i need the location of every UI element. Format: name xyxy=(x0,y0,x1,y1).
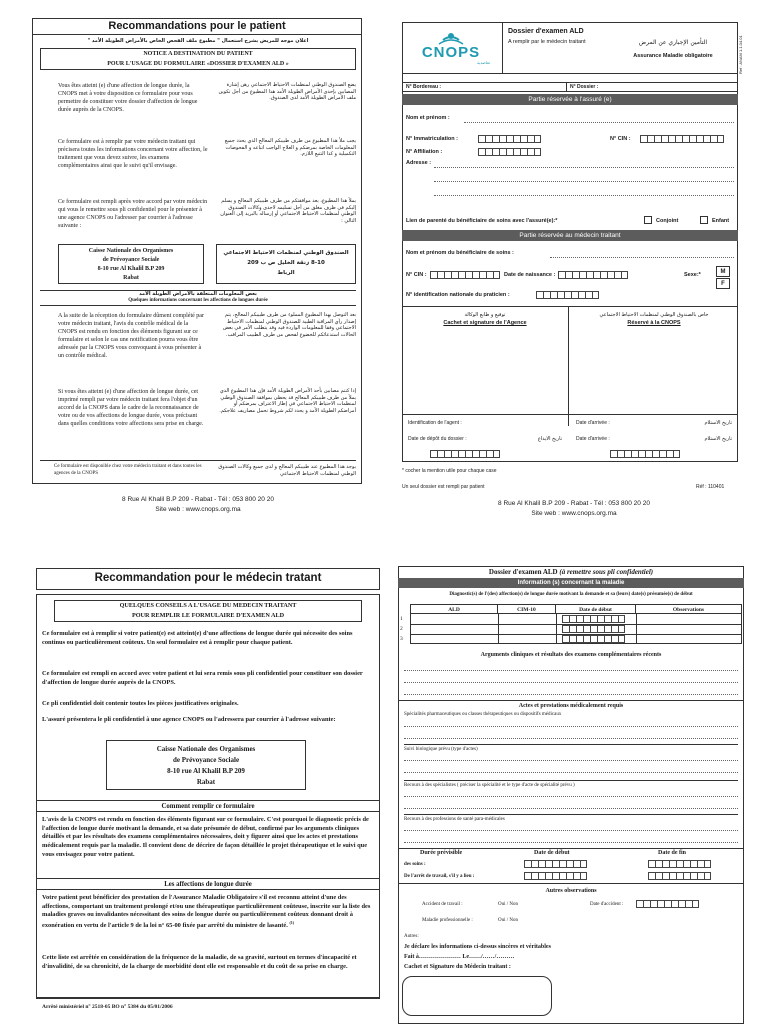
beneficiary-cin-field[interactable] xyxy=(430,271,500,279)
footer-address: 8 Rue Al Khalil B.P 209 - Rabat - Tél : 053 800 20 20 xyxy=(122,496,274,503)
dossier-label: N° Dossier : xyxy=(570,84,599,90)
beneficiary-cin-label: N° CIN : xyxy=(406,272,427,278)
bio-followup-line-2[interactable] xyxy=(404,764,738,773)
logo-text: CNOPS xyxy=(421,44,481,61)
patient-para-1-ar: يضع الصندوق الوطني لمنظمات الاحتياط الاجتماعي رهن إشارة المصابين بإحدى الأمراض الطويلة الأمد هذا المطبوع من أجل تكوين ملف الأمراض الطويلة الأمد لدى الصندوق. xyxy=(218,82,356,101)
notice-line-1: NOTICE A DESTINATION DU PATIENT xyxy=(143,51,253,57)
address-line-4: Rabat xyxy=(123,275,139,281)
address-line-1: Caisse Nationale des Organismes xyxy=(156,745,256,753)
availability-note: Ce formulaire est disponible chez votre médecin traitant et dans toutes les agences de la CNOPS xyxy=(54,464,202,476)
clinical-args-line-2[interactable] xyxy=(404,674,738,683)
start-date-cells-2[interactable] xyxy=(562,625,625,633)
care-start-field[interactable] xyxy=(524,860,587,868)
patient-para-4: A la suite de la réception du formulaire dûment complété par votre médecin traitant, l'avis du contrôle médical de la CNOPS est rendu en fonction des éléments figurant sur ce formulaire et selon le cas une notification pourra vous être adressée par la CNOPS vous convoquant à vous présenter à un contrôle médical. xyxy=(58,313,204,360)
cnops-reserved-label: Réservé à la CNOPS xyxy=(627,320,681,326)
footer-address: 8 Rue Al Khalil B.P 209 - Rabat - Tél : 053 800 20 20 xyxy=(498,500,650,507)
bordereau-label: N° Bordereau : xyxy=(406,84,442,90)
notice-line-2: POUR L'USAGE DU FORMULAIRE «DOSSIER D'EXAMEN ALD » xyxy=(107,61,289,67)
acts-heading: Actes et prestations médicalement requis xyxy=(398,700,744,709)
col-start-date: Date de début xyxy=(556,604,636,614)
arrival-date-label: Date d'arrivée : xyxy=(576,420,610,426)
address-line-2: de Prévoyance Sociale xyxy=(172,756,240,764)
row-number-3: 3 xyxy=(400,636,403,642)
page-title: Recommandation pour le médecin tratant xyxy=(94,572,322,584)
specialists-line-1[interactable] xyxy=(404,788,738,797)
others-label: Autres: xyxy=(404,934,419,939)
deposit-date-label: Date de dépôt du dossier : xyxy=(408,436,467,442)
col-ald: ALD xyxy=(410,604,498,614)
agent-id-label: Identification de l'agent : xyxy=(408,420,462,426)
work-accident-yes-no[interactable]: Oui / Non xyxy=(498,902,518,907)
duration-heading: Durée prévisible xyxy=(420,850,463,856)
child-checkbox[interactable] xyxy=(700,216,708,224)
sick-leave-end-field[interactable] xyxy=(648,872,711,880)
beneficiary-name-label: Nom et prénom du bénéficiaire de soins : xyxy=(406,250,514,256)
specialists-label: Recours à des spécialistes ( préciser la spécialité et le type d'acte de spécialité prévu ) xyxy=(404,780,738,790)
form-reference: Réf : 110401 xyxy=(696,484,725,490)
declaration-text: Je déclare les informations ci-dessus sincères et véritables xyxy=(404,944,551,950)
info-subheading-ar: بعض المعلومات المتعلقة بالأمراض الطويلة الأمد xyxy=(139,291,257,297)
name-field[interactable] xyxy=(464,114,734,123)
cnops-address-box-ar xyxy=(216,244,356,284)
doctor-stamp-area[interactable] xyxy=(402,976,552,1016)
info-subheading xyxy=(40,290,356,306)
end-date-heading: Date de fin xyxy=(658,850,686,856)
accident-date-field[interactable] xyxy=(636,900,699,908)
section-long-term-diseases: Les affections de longue durée xyxy=(36,878,380,890)
check-note: * cocher la mention utile pour chaque case xyxy=(402,468,497,474)
immatriculation-field[interactable] xyxy=(478,135,541,143)
doctor-signature-label: Cachet et Signature du Médecin traitant : xyxy=(404,964,511,970)
address-line-3: 8-10 rue Al Khalil B.P 209 xyxy=(167,767,245,775)
diagnosis-caption: Diagnostic(s) de l'(des) affection(s) de longue durée motivant la demande et sa (leurs) date(s) présumée(s) de début xyxy=(449,592,693,597)
availability-note-ar: يوجد هذا المطبوع عند طبيبكم المعالج و لدى جميع وكالات الصندوق الوطني لمنظمات الاحتياط الاجتماعي xyxy=(218,464,356,477)
form-title: Dossier d'examen ALD xyxy=(508,28,584,35)
footer-website: Site web : www.cnops.org.ma xyxy=(531,510,617,517)
one-file-note: Un seul dossier est rempli par patient xyxy=(402,484,485,490)
doctor-para-7: Cette liste est arrêtée en considération de la fréquence de la maladie, de sa gravité, surtout en termes d'incapacité et d'invalidité, de sa chronicité, de la charge de morbidité dont elle est responsable et du coût de sa prise en charge. xyxy=(42,954,357,970)
sex-male-box[interactable]: M xyxy=(716,266,730,277)
address-ar-line-1: الصندوق الوطني لمنظمات الاحتياط الاجتماعي xyxy=(223,250,349,256)
address-ar-line-2: 8-10 زنقة الخليل ص ب 209 xyxy=(247,260,325,266)
doctor-section-bar: Partie réservée au médecin traitant xyxy=(402,230,738,241)
address-field-2[interactable] xyxy=(434,173,734,182)
address-line-3: 8-10 rue Al Khalil B.P 209 xyxy=(97,266,165,272)
ald-form-patient-page xyxy=(400,22,748,522)
patient-para-5: Si vous êtes atteint (e) d'une affection de longue durée, cet imprimé rempli par votre médecin traitant fera l'objet d'un accord de la CNOPS dans le cadre de la reconnaissance de votre ou de vos affections de longue durée, vous précisant dans quelles conditions votre affections sera prise en charge. xyxy=(58,389,204,428)
ald-table-header xyxy=(410,604,742,614)
patient-recommendations-page xyxy=(28,18,368,518)
patient-para-5-ar: إذا كنتم مصابين بأحد الأمراض الطويلة الأمد فإن هذا المطبوع الذي يملأ من طرف طبيبكم المعالج قد يحظى بموافقة الصندوق الوطني لمنظمات الاحتياط الاجتماعي في إطار الاعتراف بمرضكم أو أمراضكم الطويلة الأمد و يحدد لكم شروط تحمل مصاريف علاجكم. xyxy=(219,388,356,414)
cnops-reserved-ar: خاص بالصندوق الوطني لمنظمات الاحتياط الاجتماعي xyxy=(599,312,709,318)
col-cim10: CIM-10 xyxy=(498,604,556,614)
cin-label: N° CIN : xyxy=(610,136,631,142)
form-title-note: (à remettre sous pli confidentiel) xyxy=(559,568,654,576)
affiliation-field[interactable] xyxy=(478,148,541,156)
arabic-title: اعلان موجه للمريض يشرح استعمال " مطبوع ملف الفحص الخاص بالأمراض الطويلة الأمد " xyxy=(87,38,309,44)
address-field-3[interactable] xyxy=(434,187,734,196)
address-label: Adresse : xyxy=(406,160,432,166)
start-date-cells-1[interactable] xyxy=(562,615,625,623)
paramedical-label: Recours à des professions de santé para-médicales xyxy=(404,814,738,824)
clinical-args-line-1[interactable] xyxy=(404,662,738,671)
place-date-field[interactable]: Fait à………………… Le……/……/……… xyxy=(404,954,515,960)
doctor-para-6-text: Votre patient peut bénéficier des prestation de l'Assurance Maladie Obligatoire s'il est reconnu atteint d'une des affections, comportant un traitement prolongé et/ou une thérapeutique particulièrement coûteuse, inscrite sur la liste des maladies graves ou invalidantes nécessitant des soins de longue durée ou particulièrement coûteux donnant droit à exonération en vertu de l'article 9 de la loi n° 65-00 fixée par arrêté du ministre de lasanté. xyxy=(42,894,371,930)
patient-para-2-ar: يجب ملأ هذا المطبوع من طرف طبيبكم المعالج الذي يحدد جميع المعلومات الخاصة بمرضكم و العلاج الواجب اتباعه و الفحوصات التكميلية و كذا التتبع اللازم. xyxy=(224,138,356,157)
paramedical-line-2[interactable] xyxy=(404,834,738,843)
pharma-line-1[interactable] xyxy=(404,718,738,727)
practitioner-id-label: N° identification nationale du praticien : xyxy=(406,292,510,298)
doctor-para-1: Ce formulaire est à remplir si votre patient(e) est atteint(e) d'une affections de longue durée qui nécessite des soins continus ou particulièrement coûteux. Un seul formulaire est à remplir pour chaque patient. xyxy=(42,630,353,646)
address-line-4: Rabat xyxy=(196,778,216,786)
patient-para-3: Ce formulaire est rempli après votre accord par votre médecin qui vous le remettre sous pli confidentiel pour le présenter à une agence CNOPS ou l'adresser par courrier à l'adresse suivante : xyxy=(58,199,208,230)
bio-followup-line-1[interactable] xyxy=(404,752,738,761)
address-ar-line-3: الرباط xyxy=(277,270,295,276)
insured-section-bar: Partie réservée à l'assuré (e) xyxy=(402,94,738,105)
spouse-label: Conjoint xyxy=(656,218,679,224)
sex-female-box[interactable]: F xyxy=(716,278,730,289)
agency-stamp-label: Cachet et signature de l'Agence xyxy=(443,320,527,326)
amo-arabic: التأمين الإجباري عن المرض xyxy=(638,39,708,46)
footnote-marker: (1) xyxy=(289,919,295,925)
clinical-args-line-3[interactable] xyxy=(404,686,738,695)
sick-leave-label: De l'arrêt de travail, s'il y a lieu : xyxy=(404,874,475,879)
amo-label: Assurance Maladie obligatoire xyxy=(633,53,713,59)
advice-heading-line-2: POUR REMPLIR LE FORMULAIRE D'EXAMEN ALD xyxy=(131,612,285,619)
advice-heading xyxy=(54,600,362,622)
immatriculation-label: N° Immatriculation : xyxy=(406,136,459,142)
doctor-content-frame xyxy=(36,594,380,998)
info-subheading-fr: Quelques informations concernant les affections de longues durée xyxy=(128,297,268,303)
cnops-address-box xyxy=(106,740,306,790)
pharma-label: Spécialités pharmaceutiques ou classes thérapeutiques ou dispositifs médicaux xyxy=(404,712,562,717)
doctor-para-6 xyxy=(42,894,374,931)
ministerial-decree: Arrêté ministériel n° 2518-05 BO n° 5384 du 05/01/2006 xyxy=(42,1004,173,1010)
arrival-date-ar: تاريخ الاستلام xyxy=(704,420,732,426)
section-how-to-fill: Comment remplir ce formulaire xyxy=(36,800,380,812)
deposit-date-field[interactable] xyxy=(430,450,500,458)
work-accident-label: Accident de travail : xyxy=(422,902,463,907)
child-label: Enfant xyxy=(712,218,730,224)
page-title: Recommandations pour le patient xyxy=(108,20,286,32)
bio-followup-label: Suivi biologique prévu (type d'actes) xyxy=(404,744,738,754)
patient-para-3-ar: يملأ هذا المطبوع، بعد موافقتكم من طرف طبيبكم المعالج و يسلم إليكم في ظرف مغلق من أجل تسليمه لاحدى وكالات الصندوق الوطني لمنظمات الاحتياط الاجتماعي أو إرساله بالبريد إلى العنوان التالي : xyxy=(220,198,356,224)
beneficiary-name-field[interactable] xyxy=(550,249,734,258)
footer-website: Site web : www.cnops.org.ma xyxy=(155,506,241,513)
practitioner-id-field[interactable] xyxy=(536,291,599,299)
ref-vertical: Ref : ANAM 1.1.04.01 xyxy=(738,35,743,74)
row-number-1: 1 xyxy=(400,616,403,622)
arrival-date-field[interactable] xyxy=(610,450,680,458)
start-date-cells-3[interactable] xyxy=(562,635,625,643)
doctor-para-5: L'avis de la CNOPS est rendu en fonction des éléments figurant sur ce formulaire. C'est pourquoi le diagnostic précis de l'affection de longue durée motivant la demande, et sa date présumée de début, confirmé par les arguments cliniques détaillés et par les résultats des examens complémentaires nécessaires, doit y figurer ainsi que les actes et prestations médicalement requis par la maladie. Il convient donc de décrire de façon détaillée le projet thérapeutique et le suivi que vous envisagez pour votre patient. xyxy=(42,816,369,858)
cnops-address-box xyxy=(58,244,204,284)
agency-stamp-ar: توقيع و طابع الوكالة xyxy=(464,312,506,318)
deposit-date-ar: تاريخ الايداع xyxy=(537,436,562,442)
arrival-date-2-label: Date d'arrivée : xyxy=(576,436,610,442)
doctor-para-4: L'assuré présentera le pli confidentiel à une agence CNOPS ou l'adressera par courrier à l'adresse suivante: xyxy=(42,716,336,723)
address-field-1[interactable] xyxy=(434,159,734,168)
form-title-text: Dossier d'examen ALD xyxy=(488,568,558,576)
row-number-2: 2 xyxy=(400,626,403,632)
occupational-disease-label: Maladie professionnelle : xyxy=(422,918,473,923)
spouse-checkbox[interactable] xyxy=(644,216,652,224)
birthdate-field[interactable] xyxy=(558,271,628,279)
care-label: des soins : xyxy=(404,862,426,867)
relationship-label: Lien de parenté du bénéficiaire de soins avec l'assuré(e):* xyxy=(406,218,558,224)
address-line-1: Caisse Nationale des Organismes xyxy=(88,248,174,254)
doctor-para-2: Ce formulaire est rempli en accord avec votre patient et lui sera remis sous pli confidentiel pour constituer son dossier d'affection de longue durée auprès de la CNOPS. xyxy=(42,670,363,686)
care-end-field[interactable] xyxy=(648,860,711,868)
ald-table xyxy=(400,604,742,648)
arrival-date-2-ar: تاريخ الاستلام xyxy=(704,436,732,442)
logo-subtext: تعاضدية xyxy=(476,60,490,65)
patient-para-1: Vous êtes atteint (e) d'une affection de longue durée, la CNOPS met à votre disposition ce formulaire pour vous permettre de constituer votre dossier d'affection de longue durée auprès de la CNOPS. xyxy=(58,83,198,114)
sick-leave-start-field[interactable] xyxy=(524,872,587,880)
doctor-para-3: Ce pli confidentiel doit contenir toutes les pièces justificatives originales. xyxy=(42,700,239,707)
patient-para-4-ar: بعد التوصل بهذا المطبوع المملوء من طرف طبيبكم المعالج، يتم إصدار رأي المراقبة الطبية للصندوق الوطني لمنظمات الاحتياط الاجتماعي وفقا للمعلومات الواردة فيه وقد يتطلب الأمر في بعض الحالات استدعائكم للخضوع لفحص من طرف الطبيب المراقب. xyxy=(222,312,356,338)
clinical-args-heading: Arguments cliniques et résultats des examens complémentaires récents xyxy=(480,652,662,658)
other-observations-heading: Autres observations xyxy=(545,888,597,894)
address-line-2: de Prévoyance Sociale xyxy=(102,257,160,263)
occupational-disease-yes-no[interactable]: Oui / Non xyxy=(498,918,518,923)
cin-field[interactable] xyxy=(640,135,724,143)
start-date-heading: Date de début xyxy=(534,850,570,856)
disease-info-bar: Information (s) concernant la maladie xyxy=(398,578,744,588)
form-subtitle: A remplir par le médecin traitant xyxy=(508,39,586,45)
specialists-line-2[interactable] xyxy=(404,800,738,809)
col-observations: Observations xyxy=(636,604,742,614)
paramedical-line-1[interactable] xyxy=(404,822,738,831)
form-title xyxy=(398,568,744,576)
birthdate-label: Date de naissance : xyxy=(504,272,556,278)
pharma-line-2[interactable] xyxy=(404,730,738,739)
doctor-recommendations-page xyxy=(36,560,382,1024)
ald-form-disease-page xyxy=(396,560,750,1024)
affiliation-label: N° Affiliation : xyxy=(406,149,443,155)
accident-date-label: Date d'accident : xyxy=(590,902,624,907)
notice-heading xyxy=(40,48,356,70)
name-label: Nom et prénom : xyxy=(406,115,450,121)
sex-label: Sexe:* xyxy=(684,272,701,278)
advice-heading-line-1: QUELQUES CONSEILS A L'USAGE DU MEDECIN TRAITANT xyxy=(119,602,297,609)
patient-para-2: Ce formulaire est à remplir par votre médecin traitant qui précisera toutes les informations concernant votre affection, le traitement que vous devez suivre, les examens complémentaires ainsi que le suivi qu'il envisage. xyxy=(58,139,208,170)
